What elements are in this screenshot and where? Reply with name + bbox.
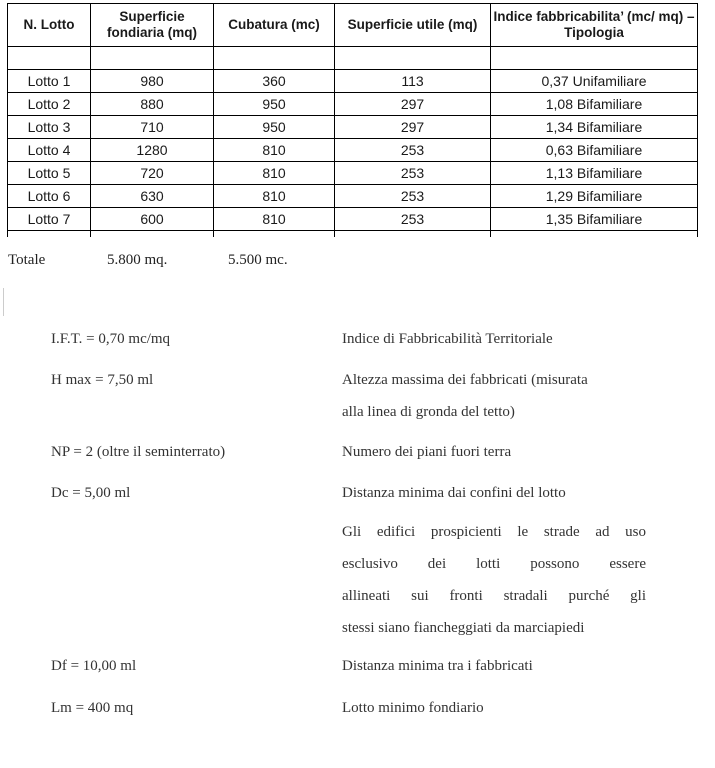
cell-superficie-utile: 297 <box>335 116 491 139</box>
cell-indice-tipologia: 1,35 Bifamiliare <box>491 208 698 231</box>
table-empty-row <box>8 47 698 70</box>
header-superficie-utile: Superficie utile (mq) <box>335 4 491 47</box>
desc-line: Altezza massima dei fabbricati (misurata <box>342 372 588 388</box>
cell-lotto: Lotto 2 <box>8 93 91 116</box>
table-row <box>8 208 698 231</box>
desc-line: Gli edifici prospicienti le strade ad uso <box>342 524 646 540</box>
cell-superficie-utile: 253 <box>335 208 491 231</box>
cell-cubatura: 810 <box>214 162 335 185</box>
cell-lotto: Lotto 6 <box>8 185 91 208</box>
param-ift: I.F.T. = 0,70 mc/mq <box>51 331 171 347</box>
cell-indice-tipologia: 0,37 Unifamiliare <box>491 70 698 93</box>
param-np: NP = 2 (oltre il seminterrato) <box>51 444 226 460</box>
cell-lotto: Lotto 7 <box>8 208 91 231</box>
cell-superficie-fondiaria: 710 <box>91 116 214 139</box>
table-row <box>8 162 698 185</box>
cell-cubatura: 360 <box>214 70 335 93</box>
param-df: Df = 10,00 ml <box>51 658 137 674</box>
table-header-row <box>8 4 698 47</box>
cell-cubatura: 950 <box>214 93 335 116</box>
cell-indice-tipologia: 1,08 Bifamiliare <box>491 93 698 116</box>
cell-lotto: Lotto 3 <box>8 116 91 139</box>
totale-label: Totale <box>8 252 46 268</box>
param-lm: Lm = 400 mq <box>51 700 134 716</box>
cell-superficie-utile: 297 <box>335 93 491 116</box>
desc-line: Distanza minima dai confini del lotto <box>342 485 566 501</box>
desc-line: alla linea di gronda del tetto) <box>342 404 515 420</box>
table-row <box>8 185 698 208</box>
desc-lm <box>342 692 646 724</box>
totale-superficie: 5.800 mq. <box>107 252 168 268</box>
cell-superficie-utile: 253 <box>335 185 491 208</box>
cell-superficie-fondiaria: 1280 <box>91 139 214 162</box>
desc-np <box>342 436 646 468</box>
cell-cubatura: 810 <box>214 185 335 208</box>
desc-line: Numero dei piani fuori terra <box>342 444 512 460</box>
table-cut-row <box>8 231 698 238</box>
param-hmax: H max = 7,50 ml <box>51 372 154 388</box>
header-indice-tipologia: Indice fabbricabilita’ (mc/ mq) – Tipologia <box>491 4 698 47</box>
cell-superficie-utile: 253 <box>335 139 491 162</box>
cell-indice-tipologia: 1,13 Bifamiliare <box>491 162 698 185</box>
cell-superficie-fondiaria: 720 <box>91 162 214 185</box>
cell-lotto: Lotto 1 <box>8 70 91 93</box>
desc-dc <box>342 477 646 509</box>
desc-line: Lotto minimo fondiario <box>342 700 484 716</box>
cell-superficie-fondiaria: 630 <box>91 185 214 208</box>
table-row <box>8 139 698 162</box>
table-row <box>8 70 698 93</box>
desc-line: stessi siano fiancheggiati da marciapiedi <box>342 620 585 636</box>
cell-lotto: Lotto 5 <box>8 162 91 185</box>
desc-df <box>342 650 646 682</box>
cell-superficie-fondiaria: 880 <box>91 93 214 116</box>
cell-indice-tipologia: 1,34 Bifamiliare <box>491 116 698 139</box>
page-edge-mark <box>3 288 4 316</box>
cell-cubatura: 950 <box>214 116 335 139</box>
header-cubatura: Cubatura (mc) <box>214 4 335 47</box>
header-superficie-fondiaria: Superficie fondiaria (mq) <box>91 4 214 47</box>
desc-line: Distanza minima tra i fabbricati <box>342 658 533 674</box>
desc-hmax <box>342 364 646 428</box>
desc-line: allineati sui fronti stradali purché gli <box>342 588 646 604</box>
desc-ift <box>342 323 646 355</box>
totale-cubatura: 5.500 mc. <box>228 252 288 268</box>
cell-cubatura: 810 <box>214 208 335 231</box>
param-dc: Dc = 5,00 ml <box>51 485 131 501</box>
desc-line: esclusivo dei lotti possono essere <box>342 556 646 572</box>
cell-indice-tipologia: 0,63 Bifamiliare <box>491 139 698 162</box>
desc-line: Indice di Fabbricabilità Territoriale <box>342 331 553 347</box>
table-row <box>8 93 698 116</box>
desc-allineamento <box>342 516 646 644</box>
cell-superficie-fondiaria: 600 <box>91 208 214 231</box>
table-row <box>8 116 698 139</box>
cell-lotto: Lotto 4 <box>8 139 91 162</box>
cell-superficie-utile: 253 <box>335 162 491 185</box>
cell-superficie-utile: 113 <box>335 70 491 93</box>
cell-cubatura: 810 <box>214 139 335 162</box>
cell-superficie-fondiaria: 980 <box>91 70 214 93</box>
header-lotto: N. Lotto <box>8 4 91 47</box>
lots-table <box>7 3 698 237</box>
cell-indice-tipologia: 1,29 Bifamiliare <box>491 185 698 208</box>
